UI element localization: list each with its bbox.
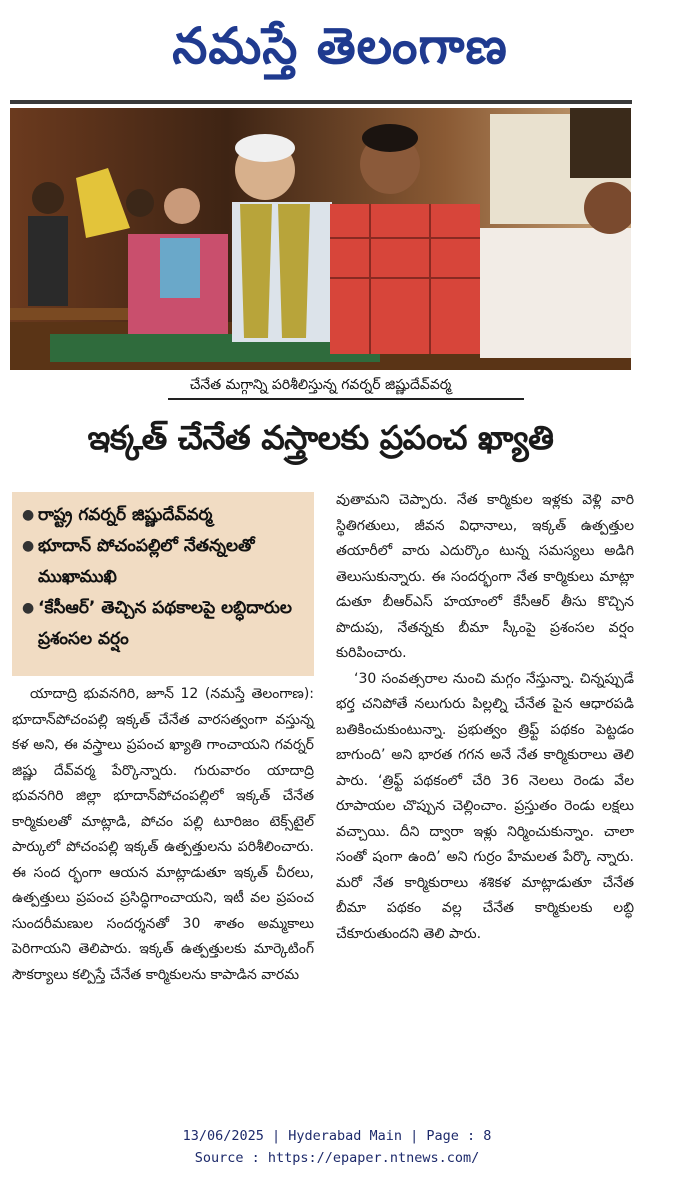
article-column-left: [12, 682, 314, 988]
article-paragraph: యాదాద్రి భువనగిరి, జూన్ 12 (నమస్తే తెలంగాణ): భూదాన్‌పోచంపల్లి ఇక్కత్ చేనేత వారసత్వంగా వస్తున్న కళ అని, ఈ వస్త్రాలు ప్రపంచ ఖ్యాతి గాంచాయని గవర్నర్ జిష్ణు దేవ్‌వర్మ పేర్కొన్నారు. గురువారం యాదాద్రి భువనగిరి జిల్లా భూదాన్‌పోచంపల్లిలో ఇక్కత్ చేనేత కార్మికులతో మాట్లాడి, పోచం పల్లి టూరిజం టెక్స్‌టైల్ పార్కులో పోచంపల్లి ఇక్కత్ ఉత్పత్తులను పరిశీలించారు. ఈ సంద ర్భంగా ఆయన మాట్లాడుతూ ఇక్కత్ చీరలు, ఉత్పత్తులు ప్రపంచ ప్రసిద్ధిగాంచాయని, ఇటీ వల ప్రపంచ సుందరీమణుల సందర్శనతో 30 శాతం అమ్మకాలు పెరిగాయని తెలిపారు. ఇక్కత్ ఉత్పత్తులకు మార్కెటింగ్ సౌకర్యాలు కల్పిస్తే చేనేత కార్మికులను కాపాడిన వారమ: [12, 686, 314, 983]
masthead-rule: [10, 100, 632, 104]
article-column-right: [336, 488, 634, 947]
source-link[interactable]: Source : https://epaper.ntnews.com/: [194, 1150, 480, 1166]
article-paragraph: వుతామని చెప్పారు. నేత కార్మికుల ఇళ్లకు వెళ్లి వారి స్థితిగతులు, జీవన విధానాలు, ఇక్కత్ ఉత్పత్తుల తయారీలో వారు ఎదుర్కొం టున్న సమస్యలు అడిగి తెలుసుకున్నారు. ఈ సందర్భంగా నేత కార్మికులు మాట్లా డుతూ బీఆర్‌ఎస్ హయాంలో కేసీఆర్ తీసు కొచ్చిన పొదుపు, నేతన్నకు బీమా స్కీంపై ప్రశంసల వర్షం కురిపించారు.: [336, 492, 634, 661]
highlight-item: ● రాష్ట్ర గవర్నర్ జిష్ణుదేవ్‌వర్మ: [22, 500, 304, 531]
edition-info: 13/06/2025 | Hyderabad Main | Page : 8: [182, 1128, 492, 1144]
bullet-icon: ●: [22, 600, 35, 616]
caption-underline: [168, 398, 524, 400]
highlight-item: ● ‘కేసీఆర్’ తెచ్చిన పథకాలపై లబ్ధిదారుల ప్రశంసల వర్షం: [22, 593, 304, 655]
article-headline: ఇక్కత్ చేనేత వస్త్రాలకు ప్రపంచ ఖ్యాతి: [87, 418, 554, 457]
masthead-title: నమస్తే తెలంగాణ: [172, 17, 508, 75]
news-photo: [10, 108, 631, 370]
highlight-item: ● భూదాన్ పోచంపల్లిలో నేతన్నలతో ముఖాముఖి: [22, 531, 304, 593]
bullet-icon: ●: [22, 538, 35, 554]
loom-scene-illustration: [10, 108, 631, 370]
bullet-icon: ●: [22, 507, 35, 523]
photo-caption: చేనేత మగ్గాన్ని పరిశీలిస్తున్న గవర్నర్ జిష్ణుదేవ్‌వర్మ: [189, 377, 452, 393]
masthead: [0, 0, 674, 100]
highlights-box: [12, 492, 314, 676]
article-paragraph: ‘30 సంవత్సరాల నుంచి మగ్గం నేస్తున్నా. చిన్నప్పుడే భర్త చనిపోతే నలుగురు పిల్లల్ని చేనేత పైన ఆధారపడి బతికించుకుంటున్నా. ప్రభుత్వం త్రిఫ్ట్ పథకం పెట్టడం బాగుంది’ అని భారత గగన అనే నేత కార్మికురాలు తెలి పారు. ‘త్రిఫ్ట్ పథకంలో చేరి 36 నెలలు రెండు వేల రూపాయల చొప్పున చెల్లించాం. ప్రస్తుతం రెండు లక్షలు వచ్చాయి. దీని ద్వారా ఇళ్లు నిర్మించుకున్నాం. చాలా సంతో షంగా ఉంది’ అని గుర్రం హేమలత పేర్కొ న్నారు. మరో నేత కార్మికురాలు శశికళ మాట్లాడుతూ చేనేత బీమా పథకం వల్ల చేనేత కార్మికులకు లబ్ధి చేకూరుతుందని తెలి పారు.: [336, 670, 634, 942]
